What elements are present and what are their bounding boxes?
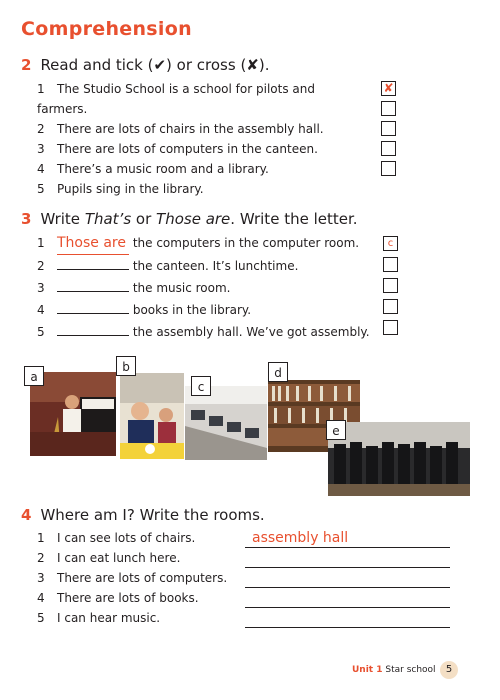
item-number: 5 bbox=[37, 182, 45, 196]
list-item bbox=[37, 608, 237, 628]
item-text: the computers in the computer room. bbox=[132, 236, 360, 250]
answer-checkbox[interactable] bbox=[381, 141, 396, 156]
answer-blank[interactable] bbox=[57, 255, 129, 270]
exercise-3-title bbox=[21, 210, 358, 228]
item-number: 2 bbox=[37, 259, 45, 273]
item-text: books in the library. bbox=[132, 303, 252, 317]
photo-assembly-hall bbox=[328, 422, 470, 496]
footer-unit-info bbox=[352, 665, 436, 675]
letter-box[interactable]: c bbox=[383, 236, 398, 251]
item-text: There’s a music room and a library. bbox=[57, 162, 269, 176]
instruction-text: . Write the letter. bbox=[230, 210, 358, 228]
item-text: There are lots of computers. bbox=[57, 571, 228, 585]
list-item bbox=[37, 548, 237, 568]
item-text: I can see lots of chairs. bbox=[57, 531, 196, 545]
answer-checkbox[interactable] bbox=[381, 161, 396, 176]
list-item bbox=[37, 588, 237, 608]
exercise-number: 2 bbox=[21, 56, 32, 74]
answer-checkbox[interactable] bbox=[381, 121, 396, 136]
answer-text: assembly hall bbox=[252, 530, 349, 546]
page-heading: Comprehension bbox=[21, 18, 192, 40]
item-number: 4 bbox=[37, 303, 45, 317]
item-text: There are lots of computers in the canteen. bbox=[57, 142, 318, 156]
exercise-instruction: Read and tick (✔) or cross (✘). bbox=[40, 56, 270, 74]
exercise-4-list bbox=[37, 528, 237, 628]
photo-label: e bbox=[326, 420, 346, 440]
item-number: 3 bbox=[37, 142, 45, 156]
item-text: The Studio School is a school for pilots and farmers. bbox=[37, 82, 315, 116]
item-number: 4 bbox=[37, 591, 45, 605]
list-item bbox=[37, 139, 367, 159]
letter-box[interactable] bbox=[383, 320, 398, 335]
answer-blank[interactable] bbox=[57, 321, 129, 336]
photo-label: a bbox=[24, 366, 44, 386]
exercise-3-list bbox=[37, 233, 372, 343]
list-item bbox=[37, 255, 372, 277]
unit-label: Unit 1 bbox=[352, 665, 383, 675]
page-number: 5 bbox=[440, 661, 458, 679]
instruction-emphasis: That’s bbox=[84, 210, 132, 228]
item-number: 1 bbox=[37, 236, 45, 250]
exercise-instruction: Where am I? Write the rooms. bbox=[40, 506, 265, 524]
letter-box[interactable] bbox=[383, 278, 398, 293]
item-text: Pupils sing in the library. bbox=[57, 182, 204, 196]
item-number: 1 bbox=[37, 531, 45, 545]
instruction-text: or bbox=[131, 210, 157, 228]
answer-blank[interactable]: Those are bbox=[57, 233, 129, 255]
item-number: 3 bbox=[37, 571, 45, 585]
exercise-number: 3 bbox=[21, 210, 32, 228]
exercise-4-title bbox=[21, 506, 265, 524]
list-item bbox=[37, 277, 372, 299]
list-item bbox=[37, 528, 237, 548]
item-text: the music room. bbox=[132, 281, 231, 295]
letter-box[interactable] bbox=[383, 299, 398, 314]
answer-checkbox[interactable] bbox=[381, 101, 396, 116]
item-number: 2 bbox=[37, 551, 45, 565]
list-item bbox=[37, 179, 367, 199]
photo-label: b bbox=[116, 356, 136, 376]
photo-label: d bbox=[268, 362, 288, 382]
list-item bbox=[37, 299, 372, 321]
item-number: 1 bbox=[37, 82, 45, 96]
instruction-emphasis: Those are bbox=[156, 210, 231, 228]
item-text: I can hear music. bbox=[57, 611, 161, 625]
item-text: the canteen. It’s lunchtime. bbox=[132, 259, 299, 273]
item-number: 5 bbox=[37, 611, 45, 625]
item-number: 3 bbox=[37, 281, 45, 295]
list-item bbox=[37, 568, 237, 588]
answer-line[interactable] bbox=[245, 567, 450, 568]
list-item bbox=[37, 79, 367, 119]
item-text: There are lots of chairs in the assembly hall. bbox=[57, 122, 324, 136]
answer-line[interactable] bbox=[245, 607, 450, 608]
list-item bbox=[37, 233, 372, 255]
list-item bbox=[37, 119, 367, 139]
exercise-2-list bbox=[37, 79, 367, 199]
answer-line[interactable] bbox=[245, 587, 450, 588]
photo-label: c bbox=[191, 376, 211, 396]
photo-computer-room bbox=[185, 386, 267, 460]
item-text: There are lots of books. bbox=[57, 591, 199, 605]
answer-line[interactable] bbox=[245, 627, 450, 628]
answer-line[interactable] bbox=[245, 547, 450, 548]
list-item bbox=[37, 159, 367, 179]
unit-title: Star school bbox=[385, 665, 436, 675]
instruction-text: Write bbox=[40, 210, 85, 228]
letter-box[interactable] bbox=[383, 257, 398, 272]
list-item bbox=[37, 321, 372, 343]
item-number: 4 bbox=[37, 162, 45, 176]
photo-canteen bbox=[120, 373, 184, 459]
exercise-2-title bbox=[21, 56, 270, 74]
item-number: 5 bbox=[37, 325, 45, 339]
exercise-number: 4 bbox=[21, 506, 32, 524]
item-text: I can eat lunch here. bbox=[57, 551, 181, 565]
answer-blank[interactable] bbox=[57, 299, 129, 314]
answer-blank[interactable] bbox=[57, 277, 129, 292]
answer-checkbox[interactable]: ✘ bbox=[381, 81, 396, 96]
item-text: the assembly hall. We’ve got assembly. bbox=[132, 325, 370, 339]
item-number: 2 bbox=[37, 122, 45, 136]
